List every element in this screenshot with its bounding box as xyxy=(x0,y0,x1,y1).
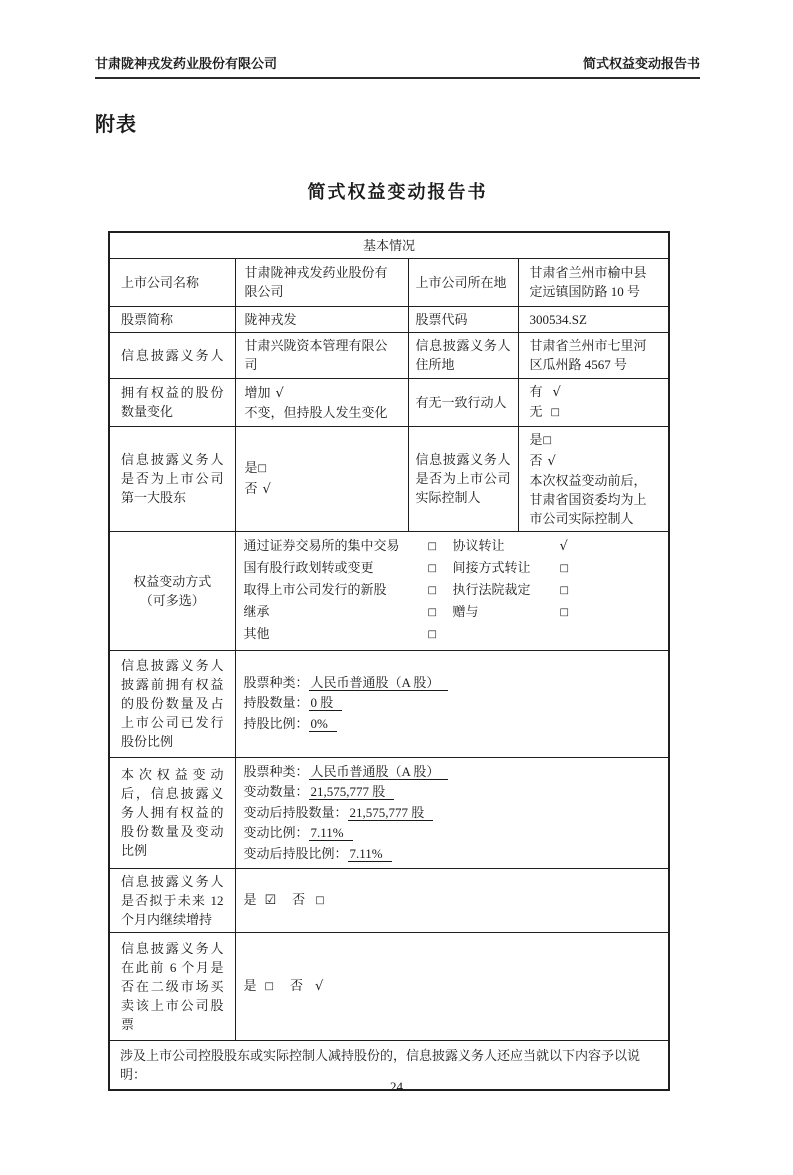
method-right-label: 赠与 xyxy=(452,603,479,619)
company-row xyxy=(109,258,669,306)
method-row xyxy=(244,580,661,602)
stock-row xyxy=(109,306,669,332)
page-number: 24 xyxy=(390,1079,403,1094)
share-class-label: 股票种类： xyxy=(243,763,309,779)
method-right-label: 协议转让 xyxy=(452,537,505,553)
change-ratio-value: 7.11% xyxy=(309,825,353,841)
post-change-row xyxy=(109,757,669,869)
actual-controller-value xyxy=(518,426,669,531)
actual-controller-label: 信息披露义务人是否为上市公司实际控制人 xyxy=(408,426,518,531)
concert-party-yes: 有 √ xyxy=(529,383,561,400)
largest-shareholder-yes: 是□ xyxy=(244,460,267,475)
company-location-label: 上市公司所在地 xyxy=(408,258,518,306)
checkmark: √ xyxy=(314,979,324,994)
share-class-line xyxy=(244,762,661,783)
checkmark: √ xyxy=(559,538,568,554)
checkbox-unchecked: □ xyxy=(427,540,437,552)
share-class-label: 股票种类： xyxy=(243,674,309,690)
change-ratio-line xyxy=(244,823,661,844)
discloser-residence-value: 甘肃省兰州市七里河区瓜州路 4567 号 xyxy=(518,332,669,378)
controller-row xyxy=(109,426,669,531)
method-right-label: 执行法院裁定 xyxy=(452,581,531,597)
section-header-row xyxy=(109,232,669,258)
post-quantity-line xyxy=(244,803,661,824)
prior-trading-row xyxy=(109,933,669,1041)
checkbox-unchecked: □ xyxy=(550,406,560,418)
change-quantity-label: 变动数量： xyxy=(243,784,309,799)
company-name-label: 上市公司名称 xyxy=(109,258,235,306)
method-right-label: 间接方式转让 xyxy=(452,559,531,575)
method-left-label: 通过证券交易所的集中交易 xyxy=(243,537,400,553)
pre-disclosure-label: 信息披露义务人披露前拥有权益的股份数量及占上市公司已发行股份比例 xyxy=(109,650,235,757)
share-change-label: 拥有权益的股份数量变化 xyxy=(109,378,235,426)
change-methods-row xyxy=(109,531,669,650)
checkmark: √ xyxy=(547,453,556,469)
holding-quantity-line xyxy=(244,693,661,714)
stock-short-name-value: 陇神戎发 xyxy=(235,306,408,332)
holding-ratio-value: 0% xyxy=(309,716,337,732)
company-location-value: 甘肃省兰州市榆中县定远镇国防路 10 号 xyxy=(518,258,669,306)
change-quantity-value: 21,575,777 股 xyxy=(309,784,395,800)
actual-controller-yes: 是□ xyxy=(529,431,552,447)
appendix-heading: 附表 xyxy=(95,114,137,136)
share-change-unchanged: 不变，但持股人发生变化 xyxy=(244,404,388,420)
change-methods-options xyxy=(235,531,669,650)
method-left-label: 取得上市公司发行的新股 xyxy=(243,581,387,597)
actual-controller-no: 否 √ xyxy=(529,452,556,469)
post-quantity-label: 变动后持股数量： xyxy=(243,804,348,820)
checkbox-unchecked: □ xyxy=(264,981,274,992)
method-row xyxy=(244,602,661,624)
header-doc-type: 简式权益变动报告书 xyxy=(582,56,700,71)
post-change-label: 本次权益变动后，信息披露义务人拥有权益的股份数量及变动比例 xyxy=(109,757,235,869)
largest-shareholder-no: 否 √ xyxy=(244,481,271,497)
checkbox-unchecked: □ xyxy=(315,895,325,906)
discloser-label: 信息披露义务人 xyxy=(109,332,235,378)
holding-quantity-label: 持股数量： xyxy=(243,695,309,711)
prior-trading-label: 信息披露义务人在此前 6 个月是否在二级市场买卖该上市公司股票 xyxy=(109,933,235,1041)
future-increase-label: 信息披露义务人是否拟于未来 12 个月内继续增持 xyxy=(109,869,235,933)
checkmark: √ xyxy=(275,385,284,401)
holding-ratio-label: 持股比例： xyxy=(243,715,309,731)
method-row xyxy=(244,558,661,580)
share-change-increase: 增加 √ xyxy=(244,384,284,401)
method-row xyxy=(244,624,661,646)
method-row xyxy=(244,536,661,558)
post-change-details xyxy=(235,757,669,869)
method-left-label: 继承 xyxy=(243,603,270,619)
share-change-options xyxy=(235,378,408,426)
document-title: 简式权益变动报告书 xyxy=(307,182,488,202)
section-header-cell: 基本情况 xyxy=(109,232,669,258)
post-ratio-value: 7.11% xyxy=(348,846,392,862)
concert-party-value xyxy=(518,378,669,426)
header-company-name: 甘肃陇神戎发药业股份有限公司 xyxy=(95,56,278,71)
largest-shareholder-value xyxy=(235,426,408,531)
page-header xyxy=(95,53,700,79)
future-increase-row xyxy=(109,869,669,933)
change-ratio-label: 变动比例： xyxy=(243,825,309,840)
concert-party-no: 无 □ xyxy=(529,403,560,419)
largest-shareholder-label: 信息披露义务人是否为上市公司第一大股东 xyxy=(109,426,235,531)
actual-controller-note: 本次权益变动前后，甘肃省国资委均为上市公司实际控制人 xyxy=(529,472,647,526)
discloser-row xyxy=(109,332,669,378)
pre-disclosure-details xyxy=(235,650,669,757)
stock-short-name-label: 股票简称 xyxy=(109,306,235,332)
concert-party-label: 有无一致行动人 xyxy=(408,378,518,426)
checkbox-unchecked: □ xyxy=(559,584,569,596)
checkbox-unchecked: □ xyxy=(427,606,437,618)
company-name-value: 甘肃陇神戎发药业股份有限公司 xyxy=(235,258,408,306)
checkbox-unchecked: □ xyxy=(427,628,437,640)
method-left-label: 其他 xyxy=(243,625,270,641)
stock-code-value: 300534.SZ xyxy=(518,306,669,332)
prior-trading-value: 是 □ 否 √ xyxy=(235,933,669,1041)
share-change-row xyxy=(109,378,669,426)
basic-info-table xyxy=(108,231,670,1091)
holding-quantity-value: 0 股 xyxy=(309,695,343,711)
discloser-residence-label: 信息披露义务人住所地 xyxy=(408,332,518,378)
checkmark: √ xyxy=(262,482,271,497)
checkbox-checked: ☑ xyxy=(264,893,277,908)
checkbox-unchecked: □ xyxy=(427,562,437,574)
share-class-value: 人民币普通股（A 股） xyxy=(309,764,449,780)
share-class-line xyxy=(244,673,661,694)
pre-disclosure-row xyxy=(109,650,669,757)
checkbox-unchecked: □ xyxy=(542,434,552,446)
future-increase-value: 是 ☑ 否 □ xyxy=(235,869,669,933)
method-left-label: 国有股行政划转或变更 xyxy=(243,559,374,575)
controller-reduction-note: 涉及上市公司控股股东或实际控制人减持股份的，信息披露义务人还应当就以下内容予以说明： xyxy=(109,1041,669,1091)
change-quantity-line xyxy=(244,782,661,803)
checkbox-unchecked: □ xyxy=(427,584,437,596)
change-methods-label: 权益变动方式（可多选） xyxy=(109,531,235,650)
share-class-value: 人民币普通股（A 股） xyxy=(309,675,449,691)
post-quantity-value: 21,575,777 股 xyxy=(348,805,434,821)
post-ratio-line xyxy=(244,844,661,865)
stock-code-label: 股票代码 xyxy=(408,306,518,332)
checkmark: √ xyxy=(552,384,561,400)
checkbox-unchecked: □ xyxy=(559,562,569,574)
post-ratio-label: 变动后持股比例： xyxy=(243,845,348,861)
checkbox-unchecked: □ xyxy=(559,606,569,618)
discloser-value: 甘肃兴陇资本管理有限公司 xyxy=(235,332,408,378)
document-page xyxy=(0,53,793,1091)
checkbox-unchecked: □ xyxy=(257,463,267,474)
holding-ratio-line xyxy=(244,714,661,735)
